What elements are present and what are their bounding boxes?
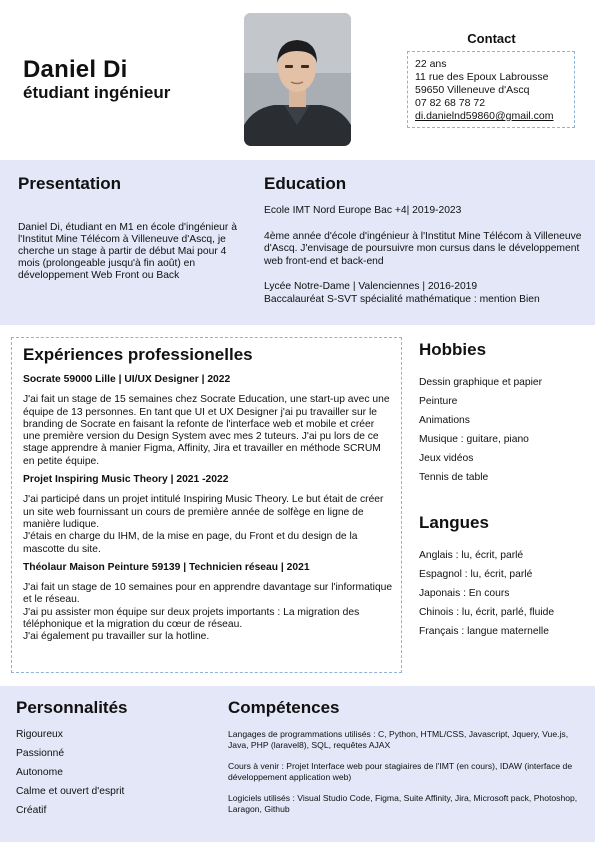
list-item: Musique : guitare, piano (419, 434, 529, 445)
list-item: Espagnol : lu, écrit, parlé (419, 569, 533, 580)
contact-title: Contact (467, 31, 516, 46)
experience-description: J'ai également pu travailler sur la hotline. (23, 631, 210, 643)
personnalites-list (16, 729, 124, 824)
list-item: Animations (419, 415, 470, 426)
experience-description: J'ai fait un stage de 15 semaines chez Socrate Education, une start-up avec une équipe de 13 personnes. En tant que UI et UX Designer j'ai pu travailler sur le branding de Socrate en faisant la refonte de l'interface web et mobile et créer une première version du Design System avec mes 2 tuteurs. J'ai pu lors de ce stage apprendre à manier Figma, Affinity, Jira et travailler en méthode SCRUM en petite équipe. (23, 394, 390, 467)
list-item: Français : langue maternelle (419, 626, 549, 637)
competences-title: Compétences (228, 698, 340, 717)
education-content (264, 205, 584, 306)
hobbies-title: Hobbies (419, 340, 487, 359)
list-item: Calme et ouvert d'esprit (16, 786, 125, 797)
langues-title: Langues (419, 513, 489, 532)
education-lycee: Lycée Notre-Dame | Valenciennes | 2016-2019 (264, 281, 478, 292)
list-item: Passionné (16, 748, 65, 759)
presentation-title: Presentation (18, 174, 121, 193)
experience-description: J'ai participé dans un projet intitulé Inspiring Music Theory. Le but était de créer un site web fournissant un cours de première année de solfège en ligne de manière ludique. (23, 494, 384, 530)
contact-email-link[interactable]: di.danielnd59860@gmail.com (415, 110, 554, 122)
experience-description: J'ai fait un stage de 10 semaines pour en apprendre davantage sur l'informatique et le réseau. (23, 582, 393, 606)
experience-heading: Projet Inspiring Music Theory | 2021 -2022 (23, 474, 229, 486)
competences-langages: Langages de programmations utilisés : C, Python, HTML/CSS, Javascript, Jquery, Vue.js, Java, PHP (laravel8), SQL, requêtes AJAX (228, 729, 569, 750)
contact-box (407, 51, 575, 128)
list-item: Japonais : En cours (419, 588, 510, 599)
experience-description: J'ai pu assister mon équipe sur deux projets importants : La migration des téléphonique et la migration du cœur de réseau. (23, 606, 360, 631)
list-item: Anglais : lu, écrit, parlé (419, 550, 524, 561)
contact-city: 59650 Villeneuve d'Ascq (415, 84, 530, 96)
hobbies-list (419, 377, 542, 491)
list-item: Jeux vidéos (419, 453, 474, 464)
list-item: Dessin graphique et papier (419, 377, 543, 388)
list-item: Rigoureux (16, 729, 63, 740)
experience-heading: Socrate 59000 Lille | UI/UX Designer | 2022 (23, 374, 231, 385)
langues-list (419, 550, 554, 645)
competences-content (228, 729, 580, 825)
contact-age: 22 ans (415, 58, 447, 70)
list-item: Créatif (16, 805, 47, 816)
presentation-text: Daniel Di, étudiant en M1 en école d'ingénieur à l'Institut Mine Télécom à Villeneuve d'Ascq, je cherche un stage à partir de début Mai pour 4 mois (prolongeable jusqu'à fin août) en développement Web Front ou Back (18, 222, 237, 281)
competences-logiciels: Logiciels utilisés : Visual Studio Code, Figma, Suite Affinity, Jira, Microsoft pack, Photoshop, Laragon, Github (228, 793, 578, 814)
education-description: 4ème année d'école d'ingénieur à l'Institut Mine Télécom à Villeneuve d'Ascq. J'envisage de poursuivre mon cursus dans le développement web front-end et back-end (264, 230, 582, 267)
experiences-list (23, 374, 393, 650)
experience-description: J'étais en charge du IHM, de la mise en page, du Front et du design de la mascotte du site. (23, 531, 358, 555)
experiences-title: Expériences professionelles (23, 345, 253, 364)
competences-cours: Cours à venir : Projet Interface web pour stagiaires de l'IMT (en cours), IDAW (interface de développement application web) (228, 761, 573, 782)
person-role: étudiant ingénieur (23, 83, 171, 102)
person-name: Daniel Di (23, 56, 128, 83)
education-bac: Baccalauréat S-SVT spécialité mathématique : mention Bien (264, 293, 540, 305)
list-item: Chinois : lu, écrit, parlé, fluide (419, 607, 555, 618)
portrait-illustration (244, 13, 351, 146)
education-school: Ecole IMT Nord Europe Bac +4| 2019-2023 (264, 205, 462, 216)
list-item: Peinture (419, 396, 458, 407)
list-item: Autonome (16, 767, 63, 778)
personnalites-title: Personnalités (16, 698, 128, 717)
education-title: Education (264, 174, 347, 193)
contact-phone: 07 82 68 78 72 (415, 97, 486, 109)
profile-photo (244, 13, 351, 146)
contact-street: 11 rue des Epoux Labrousse (415, 71, 549, 83)
experience-heading: Théolaur Maison Peinture 59139 | Technicien réseau | 2021 (23, 561, 310, 573)
list-item: Tennis de table (419, 472, 489, 483)
